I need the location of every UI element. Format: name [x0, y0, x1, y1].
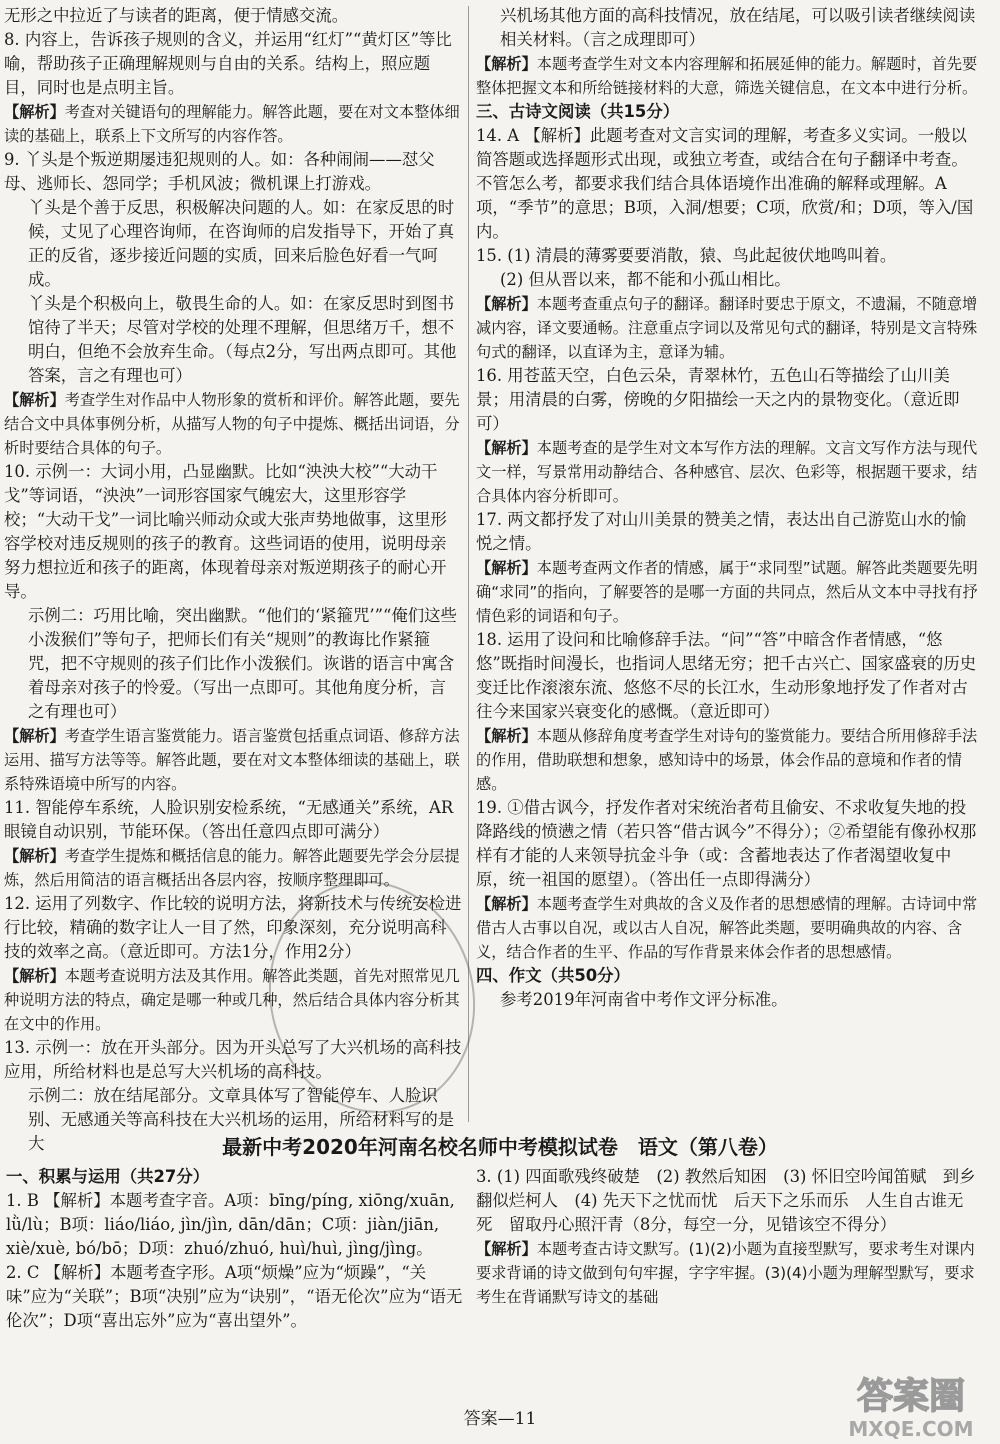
right-para [476, 892, 978, 964]
right-para [476, 52, 978, 100]
analysis-label: 【解析】 [476, 559, 537, 577]
watermark-top: 答案圈 [856, 1376, 966, 1417]
analysis-label: 【解析】 [4, 967, 65, 985]
right-para [476, 556, 978, 628]
right-para [476, 724, 978, 796]
right-para [476, 268, 978, 292]
left-para [4, 388, 462, 460]
right-para [476, 964, 978, 988]
para-text: 示例二：巧用比喻，突出幽默。“他们的‘紧箍咒’”“俺们这些小泼猴们”等句子，把师长们有关“规则”的教诲比作紧箍咒，把不守规则的孩子们比作小泼猴们。诙谐的语言中寓含着母亲对孩子的怜爱。（写出一点即可。其他角度分析，言之有理也可） [28, 606, 457, 721]
analysis-label: 【解析】 [476, 727, 537, 745]
left-para [4, 460, 462, 604]
para-text: 本题考查说明方法及其作用。解答此类题，首先对照常见几种说明方法的特点，确定是哪一种或几种，然后结合具体内容分析其在文中的作用。 [4, 967, 460, 1033]
para-text: 本题考查重点句子的翻译。翻译时要忠于原文，不遗漏，不随意增减内容，译文要通畅。注意重点字词以及常见句式的翻译，特别是文言特殊句式的翻译，以直译为主，意译为辅。 [476, 295, 978, 361]
right-para [476, 628, 978, 724]
analysis-label: 【解析】 [476, 295, 537, 313]
bottom_left-para [6, 1189, 464, 1261]
right-para [476, 124, 978, 244]
right-para [476, 988, 978, 1012]
left-para [4, 100, 462, 148]
para-text: 考查对关键语句的理解能力。解答此题，要在对文本整体细读的基础上，联系上下文所写的内容作答。 [4, 103, 460, 145]
para-text: 17. 两文都抒发了对山川美景的赞美之情，表达出自己游览山水的愉悦之情。 [476, 510, 967, 553]
left-para [4, 892, 462, 964]
para-text: 四、作文（共50分） [476, 966, 630, 985]
left-para [4, 196, 462, 292]
analysis-label: 【解析】 [4, 727, 65, 745]
analysis-label: 【解析】 [476, 55, 537, 73]
para-text: 13. 示例一：放在开头部分。因为开头总写了大兴机场的高科技应用，所给材料也是总写大兴机场的高科技。 [4, 1038, 462, 1081]
right-para [476, 100, 978, 124]
para-text: 12. 运用了列数字、作比较的说明方法，将新技术与传统安检进行比较，精确的数字让人一目了然，印象深刻，充分说明高科技的效率之高。（意近即可。方法1分，作用2分） [4, 894, 462, 961]
para-text: (2) 但从晋以来，都不能和小孤山相比。 [500, 270, 791, 289]
para-text: 11. 智能停车系统，人脸识别安检系统，“无感通关”系统，AR眼镜自动识别，节能环保。（答出任意四点即可满分） [4, 798, 454, 841]
para-text: 参考2019年河南省中考作文评分标准。 [500, 990, 788, 1009]
para-text: 14. A 【解析】此题考查对文言实词的理解，考查多义实词。一般以简答题或选择题形式出现，或独立考查，或结合在句子翻译中考查。不管怎么考，都要求我们结合具体语境作出准确的解释或理解。A项，“季节”的意思；B项，入洞/想要；C项，欣赏/和；D项，等入/国内。 [476, 126, 974, 241]
para-text: 丫头是个积极向上，敬畏生命的人。如：在家反思时到图书馆待了半天；尽管对学校的处理不理解，但思绪万千，想不明白，但绝不会放弃生命。（每点2分，写出两点即可。其他答案，言之有理也可） [28, 294, 457, 385]
bottom_left-para [6, 1261, 464, 1333]
para-text: 本题考查古诗文默写。(1)(2)小题为直接型默写，要求考生对课内要求背诵的诗文做到句句牢握，字字牢握。(3)(4)小题为理解型默写，要求考生在背诵默写诗文的基础 [476, 1240, 975, 1306]
analysis-label: 【解析】 [4, 847, 65, 865]
para-text: 9. 丫头是个叛逆期屡违犯规则的人。如：各种闹闹——怼父母、逃师长、怨同学；手机风波；微机课上打游戏。 [4, 150, 435, 193]
bottom_right-para [476, 1237, 978, 1309]
section-title: 最新中考2020年河南名校名师中考模拟试卷 语文（第八卷） [222, 1135, 778, 1159]
para-text: 8. 内容上，告诉孩子规则的含义，并运用“红灯”“黄灯区”等比喻，帮助孩子正确理解规则与自由的关系。结构上，照应题目，同时也是点明主旨。 [4, 30, 452, 97]
left-para [4, 1036, 462, 1084]
analysis-label: 【解析】 [476, 895, 537, 913]
para-text: 本题从修辞角度考查学生对诗句的鉴赏能力。要结合所用修辞手法的作用，借助联想和想象，感知诗中的场景，体会作品的意境和作者的情感。 [476, 727, 978, 793]
watermark-bottom: MXQE.COM [848, 1417, 974, 1441]
right-para [476, 796, 978, 892]
watermark-logo [826, 1364, 996, 1442]
para-text: 3. (1) 四面歌残终破楚 (2) 教然后知困 (3) 怀旧空吟闻笛赋 到乡翻似烂柯人 (4) 先天下之忧而忧 后天下之乐而乐 人生自古谁无死 留取丹心照汗青（8分，每空一分，见错该空不得分） [476, 1167, 976, 1234]
left-para [4, 4, 462, 28]
left-para [4, 844, 462, 892]
left-para [4, 148, 462, 196]
para-text: 16. 用苍蓝天空，白色云朵，青翠林竹，五色山石等描绘了山川美景；用清晨的白雾，傍晚的夕阳描绘一天之内的景物变化。（意近即可） [476, 366, 960, 433]
para-text: 1. B 【解析】本题考查字音。A项：bīng/píng, xiōng/xuān, lǜ/lù；B项：liáo/liáo, jìn/jìn, dān/dān；C项：jiàn/jiān, xiè/xuè, bó/bō；D项：zhuó/zhuó, huì/huì, jìng/jìng。 [6, 1191, 455, 1258]
right-para [476, 292, 978, 364]
bottom_left-para [6, 1165, 464, 1189]
right-para [476, 436, 978, 508]
bottom_right-para [476, 1165, 978, 1237]
left-para [4, 796, 462, 844]
right-para [476, 364, 978, 436]
page-footer: 答案—11 [463, 1409, 537, 1429]
left-para [4, 964, 462, 1036]
left-para [4, 28, 462, 100]
para-text: 19. ①借古讽今，抒发作者对宋统治者苟且偷安、不求收复失地的投降路线的愤懑之情（若只答“借古讽今”不得分）；②希望能有像孙权那样有才能的人来领导抗金斗争（或：含蓄地表达了作者渴望收复中原，统一祖国的愿望）。（答出任一点即得满分） [476, 798, 977, 889]
analysis-label: 【解析】 [4, 391, 65, 409]
para-text: 考查学生提炼和概括信息的能力。解答此题要先学会分层提炼，然后用简洁的语言概括出各层内容，按顺序整理即可。 [4, 847, 460, 889]
right-para [476, 244, 978, 268]
para-text: 三、古诗文阅读（共15分） [476, 102, 680, 121]
bottom-right-column [476, 1165, 978, 1309]
para-text: 本题考查两文作者的情感，属于“求同型”试题。解答此类题要先明确“求同”的指向，了解要答的是哪一方面的共同点，然后从文本中寻找有抒情色彩的词语和句子。 [476, 559, 978, 625]
right-para [476, 4, 978, 52]
para-text: 考查学生对作品中人物形象的赏析和评价。解答此题，要先结合文中具体事例分析，从描写人物的句子中提炼、概括出词语，分析时要结合具体的句子。 [4, 391, 460, 457]
right-para [476, 508, 978, 556]
left-para [4, 292, 462, 388]
left-para [4, 604, 462, 724]
column-divider [468, 6, 469, 1122]
right-column [476, 4, 978, 1012]
para-text: 兴机场其他方面的高科技情况，放在结尾，可以吸引读者继续阅读相关材料。（言之成理即可） [500, 6, 976, 49]
para-text: 丫头是个善于反思，积极解决问题的人。如：在家反思的时候，丈见了心理咨询师，在咨询师的启发指导下，开始了真正的反省，逐步接近问题的实质，回来后脸色好看一气呵成。 [28, 198, 455, 289]
para-text: 无形之中拉近了与读者的距离，便于情感交流。 [4, 6, 349, 25]
bottom-left-column [6, 1165, 464, 1333]
para-text: 一、积累与运用（共27分） [6, 1167, 210, 1186]
para-text: 本题考查的是学生对文本写作方法的理解。文言文写作方法与现代文一样，写景常用动静结合、各种感官、层次、色彩等，根据题干要求，结合具体内容分析即可。 [476, 439, 978, 505]
para-text: 本题考查学生对典故的含义及作者的思想感情的理解。古诗词中常借古人古事以自况，或以古人自况，解答此类题，要明确典故的内容、含义，结合作者的生平、作品的写作背景来体会作者的思想感情。 [476, 895, 978, 961]
para-text: 10. 示例一：大词小用，凸显幽默。比如“泱泱大校”“大动干戈”等词语，“泱泱”一词形容国家气魄宏大，这里形容学校；“大动干戈”一词比喻兴师动众或大张声势地做事，这里形容学校对违反规则的孩子的教育。这些词语的使用，说明母亲努力想拉近和孩子的距离，体现着母亲对叛逆期孩子的耐心开导。 [4, 462, 447, 601]
para-text: 18. 运用了设问和比喻修辞手法。“问”“答”中暗含作者情感，“悠悠”既指时间漫长，也指词人思绪无穷；把千古兴亡、国家盛衰的历史变迁比作滚滚东流、悠悠不尽的长江水，生动形象地抒发了作者对古往今来国家兴衰变化的感慨。（意近即可） [476, 630, 977, 721]
para-text: 示例二：放在结尾部分。文章具体写了智能停车、人脸识别、无感通关等高科技在大兴机场的运用，所给材料写的是大 [28, 1086, 455, 1153]
left-para [4, 724, 462, 796]
para-text: 15. (1) 清晨的薄雾要要消散，猿、鸟此起彼伏地鸣叫着。 [476, 246, 897, 265]
para-text: 本题考查学生对文本内容理解和拓展延伸的能力。解题时，首先要整体把握文本和所给链接材料的大意，筛选关键信息，在文本中进行分析。 [476, 55, 978, 97]
para-text: 考查学生语言鉴赏能力。语言鉴赏包括重点词语、修辞方法运用、描写方法等等。解答此题，要在对文本整体细读的基础上，联系特殊语境中所写的内容。 [4, 727, 460, 793]
analysis-label: 【解析】 [4, 103, 65, 121]
analysis-label: 【解析】 [476, 439, 537, 457]
left-column [4, 4, 462, 1156]
para-text: 2. C 【解析】本题考查字形。A项“烦燥”应为“烦躁”，“关味”应为“关联”；B项“决别”应为“诀别”，“语无伦次”应为“语无伦次”；D项“喜出忘外”应为“喜出望外”。 [6, 1263, 463, 1330]
analysis-label: 【解析】 [476, 1240, 537, 1258]
